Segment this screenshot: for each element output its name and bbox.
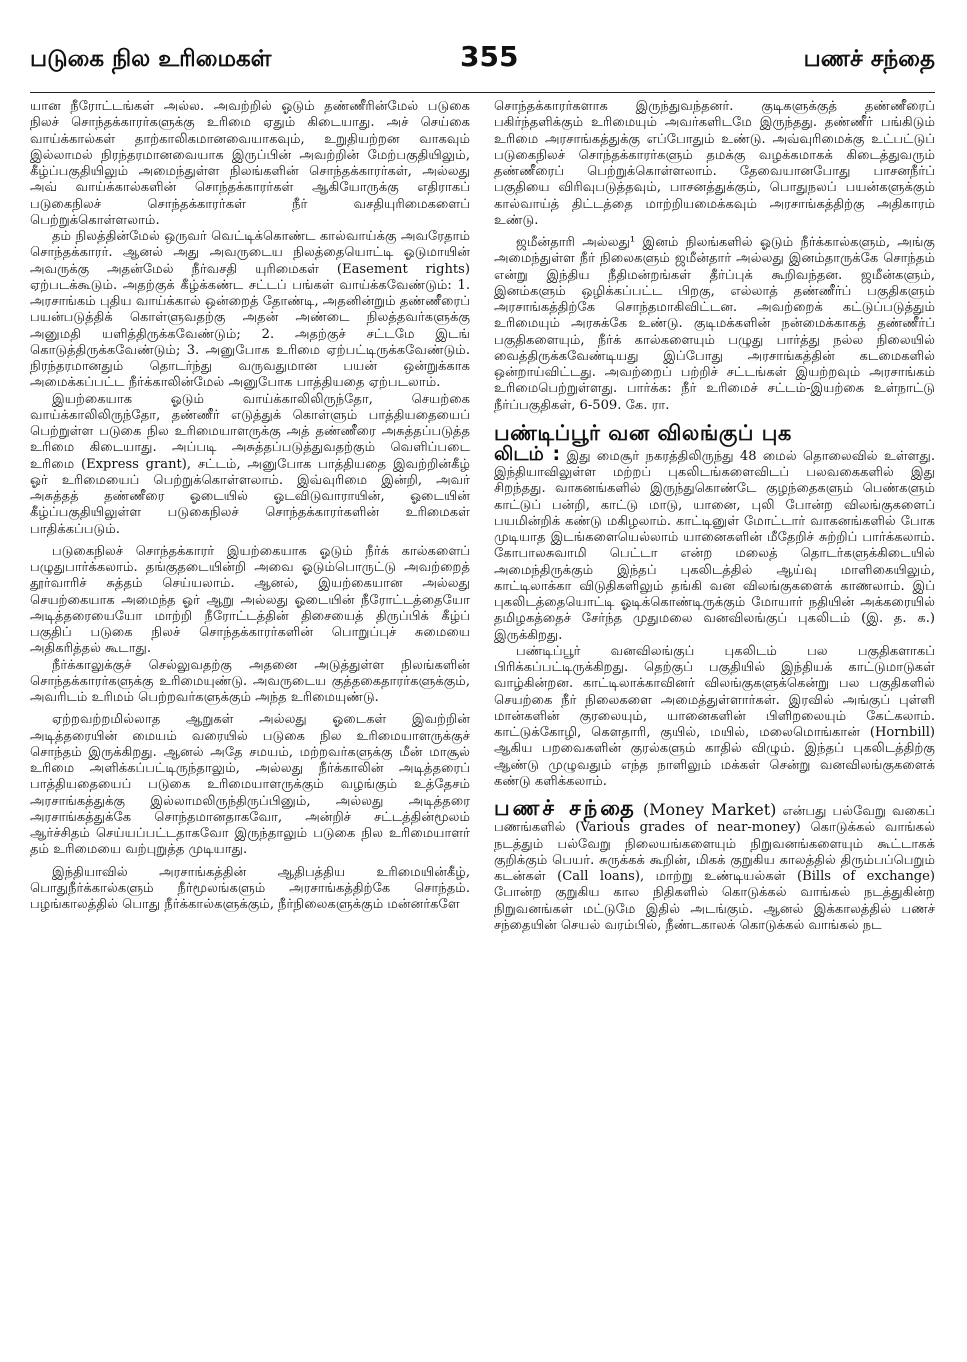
right-column [494, 99, 935, 934]
paragraph [494, 796, 935, 934]
paragraph: ஏற்றவற்றமில்லாத ஆறுகள் அல்லது ஓடைகள் இவற்றின் அடித்தரையின் மையம் வரையில் படுகை நில உரிமையாளருக்குச் சொந்தம் இருக்கிறது. ஆனல் அதே சமயம், மற்றவர்களுக்கு மீன் மாசூல் உரிமை அளிக்கப்பட்டிருந்தாலும், அல்லது நீர்க்காலின் அடித்தரைப் பாத்தியதையைப் படுகை உரிமையாளருக்கும் வழங்கும் உத்தேசம் அரசாங்கத்துக்கு இல்லாமலிருந்திருப்பினும், அல்லது அடித்தரை அரசாங்கத்துக்கே சொந்தமானதாகவோ, அன்றிச் சட்டத்தின்மூலம் ஆர்ச்சிதம் செய்யப்பட்டதாகவோ இருந்தாலும் படுகை நில உரிமையாளர் தம் உரிமையை வற்புறுத்த முடியாது. [30, 712, 470, 858]
body-columns [30, 99, 935, 934]
left-column [30, 99, 470, 934]
page-number: 355 [460, 40, 519, 73]
paragraph-text: ஜமீன்தாரி அல்லது¹ இனம் நிலங்களில் ஓடும் நீர்க்கால்களும், அங்கு அமைந்துள்ள நீர் நிலைகளும் ஜமீன்தார் அல்லது இனம்தாருக்கே சொந்தம் என்று இந்திய நீதிமன்றங்கள் தீர்ப்புக் கூறிவந்தன. ஜமீன்களும், இனம்களும் ஒழிக்கப்பட்ட பிறகு, எல்லாத் தண்ணீர்ப் பகுதிகளும் அரசாங்கத்திற்கே சொந்தமாகிவிட்டன. அவற்றைக் கட்டுப்படுத்தும் உரிமையும் அரசுக்கே உண்டு. குடிமக்களின் நன்மைக்காகத் தண்ணீர்ப் பகுதிகளையும், நீர்க் கால்களையும் பழுது பார்த்து நல்ல நிலையில் வைத்திருக்கவேண்டியது இப்போது அரசாங்கத்தின் கடமைகளில் ஒன்றாய்விட்டது. அவற்றைப் பற்றிச் சட்டங்கள் இயற்றவும் அரசாங்கம் உரிமைபெற்றுள்ளது. பார்க்க: நீர் உரிமைச் சட்டம்-இயற்கை உள்நாட்டு நீர்ப்பகுதிகள், 6-509. [494, 235, 935, 413]
paragraph: யான நீரோட்டங்கள் அல்ல. அவற்றில் ஓடும் தண்ணீரின்மேல் படுகை நிலச் சொந்தக்காரர்களுக்கு உரிமை ஏதும் கிடையாது. அச் செய்கை வாய்க்கால்கள் தாற்காலிகமானவையாகவும், உறுதியற்றன வாகவும் இல்லாமல் நிரந்தரமானவையாக இருப்பின் அவற்றின் மேற்பகுதியிலும், கீழ்ப்பகுதியிலும் அமைந்துள்ள நிலங்களின் சொந்தக்காரர்கள், அல்லது அவ் வாய்க்கால்களின் சொந்தக்காரர்கள் ஆகியோருக்கு எதிராகப் படுகைநிலச் சொந்தக்காரர்கள் நீர் வசதியுரிமைகளைப் பெற்றுக்கொள்ளலாம். [30, 99, 470, 228]
paragraph: நீர்க்காலுக்குச் செல்லுவதற்கு அதனை அடுத்துள்ள நிலங்களின் சொந்தக்காரர்களுக்கு உரிமையுண்டு. அவருடைய குத்தகைதாரர்களுக்கும், அவரிடம் உரிமம் பெற்றவர்களுக்கும் அந்த உரிமையுண்டு. [30, 657, 470, 705]
entry-title-english: (Money Market) [642, 800, 777, 819]
paragraph [494, 235, 935, 414]
paragraph: படுகைநிலச் சொந்தக்காரர் இயற்கையாக ஓடும் நீர்க் கால்களைப் பழுதுபார்க்கலாம். தங்குதடையின்றி அவை ஓடும்பொருட்டு அவற்றைத் தூர்வாரிச் சுத்தம் செய்யலாம். ஆனல், இயற்கையான அல்லது செயற்கையாக அமைந்த ஓர் ஆறு அல்லது ஓடையின் நீரோட்டத்தையோ அடித்தரையையோ மாற்றி நீரோட்டத்தின் திசையைத் திருப்பிக் கீழ்ப் பகுதிப் படுகை நிலச் சொந்தக்காரர்களின் பொறுப்புச் சுமையை அதிகரித்தல் கூடாது. [30, 543, 470, 657]
running-head-right: பணச் சந்தை [803, 46, 935, 72]
paragraph-text: இது மைசூர் நகரத்திலிருந்து 48 மைல் தொலைவில் உள்ளது. இந்தியாவிலுள்ள மற்றப் புகலிடங்களைவிடப் பலவகைகளில் இது சிறந்தது. வாகனங்களில் இருந்துகொண்டே குழந்தைகளும் பெண்களும் காட்டுப் பன்றி, காட்டு மாடு, யானை, புலி போன்ற விலங்குகளைப் பயமின்றிக் கண்டு மகிழலாம். காட்டினுள் மோட்டார் வாகனங்களில் போக முடியாத இடங்களையெல்லாம் யானைகளின் மீதேறிச் சுற்றிப் பார்க்கலாம். கோபாலசுவாமி பெட்டா என்ற மலைத் தொடர்களுக்கிடையில் அமைந்திருக்கும் இந்தப் புகலிடத்தில் ஆய்வு மாளிகையிலும், காட்டிலாக்கா விடுதிகளிலும் தங்கி வன விலங்குகளைக் காணலாம். இப் புகலிடத்தையொட்டி ஓடிக்கொண்டிருக்கும் மோயார் நதியின் அக்கரையில் தமிழகத்தைச் சேர்ந்த முதுமலை வனவிலங்குப் புகலிடம் (இ. த. க.) இருக்கிறது. [494, 448, 935, 643]
paragraph: பண்டிப்பூர் வனவிலங்குப் புகலிடம் பல பகுதிகளாகப் பிரிக்கப்பட்டிருக்கிறது. தெற்குப் பகுதியில் இந்தியக் காட்டுமாடுகள் வாழ்கின்றன. காட்டிலாக்காவினர் விலங்குகளுக்கென்று பல பகுதிகளில் செயற்கை நீர் நிலைகளை அமைத்துள்ளார்கள். இரவில் அங்குப் புள்ளி மான்களின் குரலையும், யானைகளின் பிளிறலையும் கேட்கலாம். காட்டுக்கோழி, கௌதாரி, குயில், மயில், மலைமொங்கான் (Hornbill) ஆகிய பறவைகளின் குரல்களும் காதில் விழும். இந்தப் புகலிடத்திற்கு ஆண்டு முழுவதும் எந்த நாளிலும் மக்கள் சென்று வனவிலங்குகளைக் கண்டு களிக்கலாம். [494, 643, 935, 789]
paragraph: சொந்தக்காரர்களாக இருந்துவந்தனர். குடிகளுக்குத் தண்ணீரைப் பகிர்ந்தளிக்கும் உரிமையும் அவர்களிடமே இருந்தது. தண்ணீர் பங்கிடும் உரிமை அரசாங்கத்துக்கு எப்போதும் உண்டு. அவ்வுரிமைக்கு உட்பட்டுப் படுகைநிலச் சொந்தக்காரர்களும் தமக்கு வழக்கமாகக் கிடைத்துவரும் தண்ணீரைப் பெற்றுக்கொள்ளலாம். தேவையானபோது பாசனநீர்ப் பகுதியை விரிவுபடுத்தவும், பாசனத்துக்கும், பொதுநலப் பயன்களுக்கும் கால்வாய்த் திட்டத்தை மாற்றியமைக்கவும் அரசாங்கத்திற்கு அதிகாரம் உண்டு. [494, 99, 935, 228]
page-header [30, 40, 935, 93]
running-head-left: படுகை நில உரிமைகள் [30, 46, 272, 72]
entry-title-money-market: பணச் சந்தை [494, 796, 637, 820]
entry-title-continuation: லிடம் : [494, 442, 561, 465]
author-initials: கே. ரா. [625, 397, 670, 413]
paragraph: தம் நிலத்தின்மேல் ஒருவர் வெட்டிக்கொண்ட கால்வாய்க்கு அவரேதாம் சொந்தக்காரர். ஆனல் அது அவருடைய நிலத்தையொட்டி ஓடுமாயின் அவருக்கு அதன்மேல் நீர்வசதி யுரிமைகள் (Easement rights) ஏற்படக்கூடும். அதற்குக் கீழ்க்கண்ட சட்டப் பங்கள் வாய்க்கவேண்டும்: 1. அரசாங்கம் புதிய வாய்க்கால் ஒன்றைத் தோண்டி, அதனின்றும் தண்ணீரைப் பயன்படுத்திக் கொள்ளுவதற்கு அதன் அண்டை நிலத்தவர்களுக்கு அனுமதி யளித்திருக்கவேண்டும்; 2. அதற்குச் சட்டமே இடங் கொடுத்திருக்கவேண்டும்; 3. அனுபோக உரிமை ஏற்பட்டிருக்கவேண்டும். நிரந்தரமானதும் தொடர்ந்து வருவதுமான பயன் ஒன்றுக்காக அமைக்கப்பட்ட நீர்க்காலின்மேல் அனுபோக பாத்தியதை ஏற்படலாம். [30, 229, 470, 391]
paragraph: இந்தியாவில் அரசாங்கத்தின் ஆதிபத்திய உரிமையின்கீழ், பொதுநீர்க்கால்களும் நீர்மூலங்களும் அரசாங்கத்திற்கே சொந்தம். பழங்காலத்தில் பொது நீர்க்கால்களுக்கும், நீர்நிலைகளுக்கும் மன்னர்களே [30, 864, 470, 912]
entry-title-bandipur: பண்டிப்பூர் வன விலங்குப் புக [494, 420, 792, 445]
paragraph: இயற்கையாக ஓடும் வாய்க்காலிலிருந்தோ, செயற்கை வாய்க்காலிலிருந்தோ, தண்ணீர் எடுத்துக் கொள்ளும் பாத்தியதையைப் பெற்றுள்ள படுகை நில உரிமையாளருக்கு அத் தண்ணீரை அசுத்தப்படுத்த உரிமை கிடையாது. அப்படி அசுத்தப்படுத்துவதற்கும் வெளிப்படை உரிமை (Express grant), சட்டம், அனுபோக பாத்தியதை இவற்றின்கீழ் ஓர் உரிமையைப் பெற்றுக்கொள்ளலாம். இவ்வுரிமை இன்றி, அவர் அசுத்தத் தண்ணீரை ஓடையில் ஓடவிடுவாராயின், ஓடையின் கீழ்ப்பகுதியிலுள்ள படுகைநிலச் சொந்தக்காரர்களின் உரிமைகள் பாதிக்கப்படும். [30, 391, 470, 537]
paragraph [494, 442, 935, 644]
paragraph-text: என்பது பல்வேறு வகைப் பணங்களில் (Various grades of near-money) கொடுக்கல் வாங்கல் நடத்தும் பல்வேறு நிலையங்களையும் நிறுவனங்களையும் கூட்டாகக் குறிக்கும் பெயர். சுருக்கக் கூறின், மிகக் குறுகிய காலத்தில் திரும்பப்பெறும் கடன்கள் (Call loans), மாற்று உண்டியல்கள் (Bills of exchange) போன்ற குறுகிய கால நிதிகளில் கொடுக்கல் வாங்கல் நடத்துகின்ற நிறுவனங்கள் மட்டுமே இதில் அடங்கும். ஆனல் இக்காலத்தில் பணச் சந்தையின் செயல் வரம்பில், நீண்டகாலக் கொடுக்கல் வாங்கல் நட [494, 804, 935, 933]
